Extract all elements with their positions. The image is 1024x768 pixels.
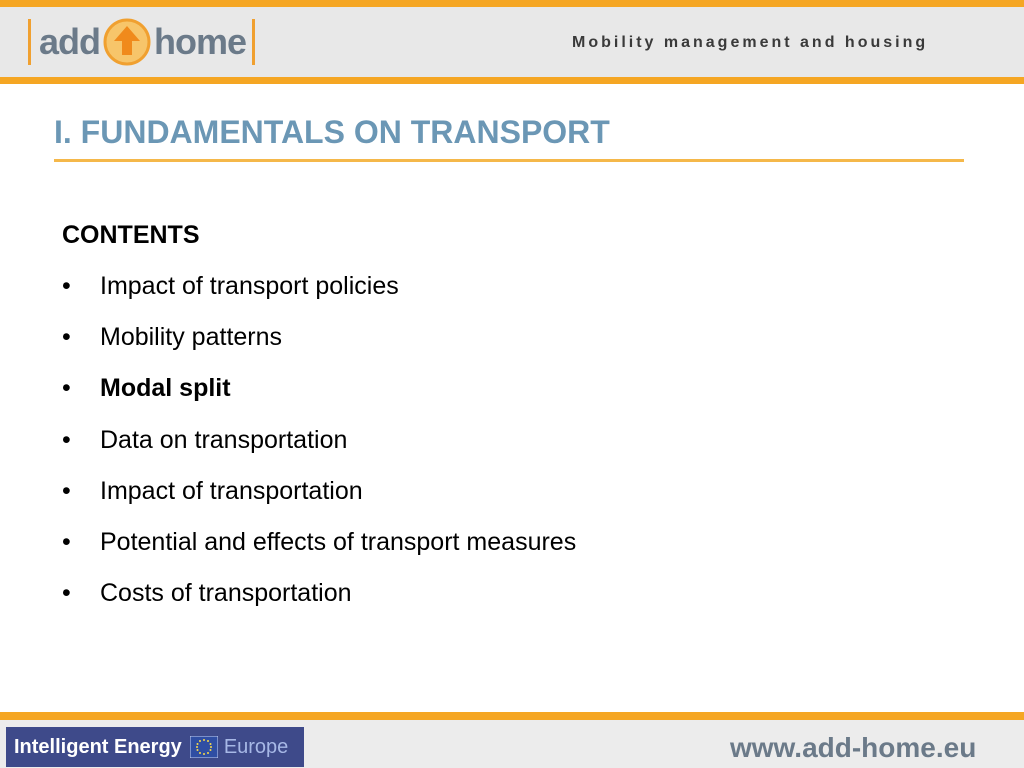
logo-left-bar: [28, 19, 31, 65]
list-item-label: Potential and effects of transport measures: [100, 527, 577, 556]
header-accent-line: [0, 77, 1024, 84]
bullet: •: [62, 374, 71, 403]
website-url: www.add-home.eu: [730, 732, 977, 763]
list-item-label: Costs of transportation: [100, 579, 352, 608]
contents-heading: CONTENTS: [62, 221, 200, 249]
intelligent-energy-europe-badge: [6, 727, 304, 767]
list-item-label: Mobility patterns: [100, 323, 283, 352]
program-name: Intelligent Energy: [14, 735, 182, 758]
list-item: [62, 477, 576, 528]
list-item-label: Modal split: [100, 374, 231, 403]
bullet: •: [62, 272, 71, 300]
bullet: •: [62, 323, 71, 352]
title-underline: [54, 159, 964, 162]
logo-right-bar: [252, 19, 255, 65]
list-item: [62, 272, 576, 323]
top-accent-stripe: [0, 0, 1024, 7]
footer-accent-line: [0, 712, 1024, 720]
list-item: [62, 426, 576, 477]
logo-word-home: home: [154, 21, 247, 62]
list-item: [62, 528, 576, 579]
list-item-label: Impact of transportation: [100, 476, 363, 505]
list-item: [62, 579, 576, 630]
eu-flag-icon: [190, 736, 218, 758]
list-item-label: Impact of transport policies: [100, 272, 399, 300]
list-item-label: Data on transportation: [100, 425, 348, 454]
bullet: •: [62, 476, 71, 505]
list-item: [62, 323, 576, 374]
add-home-logo: [28, 17, 255, 67]
logo-word-add: add: [39, 21, 101, 62]
list-item: [62, 374, 576, 425]
arrow-up-circle-icon: [102, 17, 152, 67]
bullet: •: [62, 527, 71, 556]
contents-list: [62, 272, 576, 630]
program-region: Europe: [223, 735, 289, 758]
header-tagline: Mobility management and housing: [572, 34, 929, 51]
bullet: •: [62, 425, 71, 454]
bullet: •: [62, 579, 71, 608]
slide-title: I. FUNDAMENTALS ON TRANSPORT: [54, 114, 610, 150]
